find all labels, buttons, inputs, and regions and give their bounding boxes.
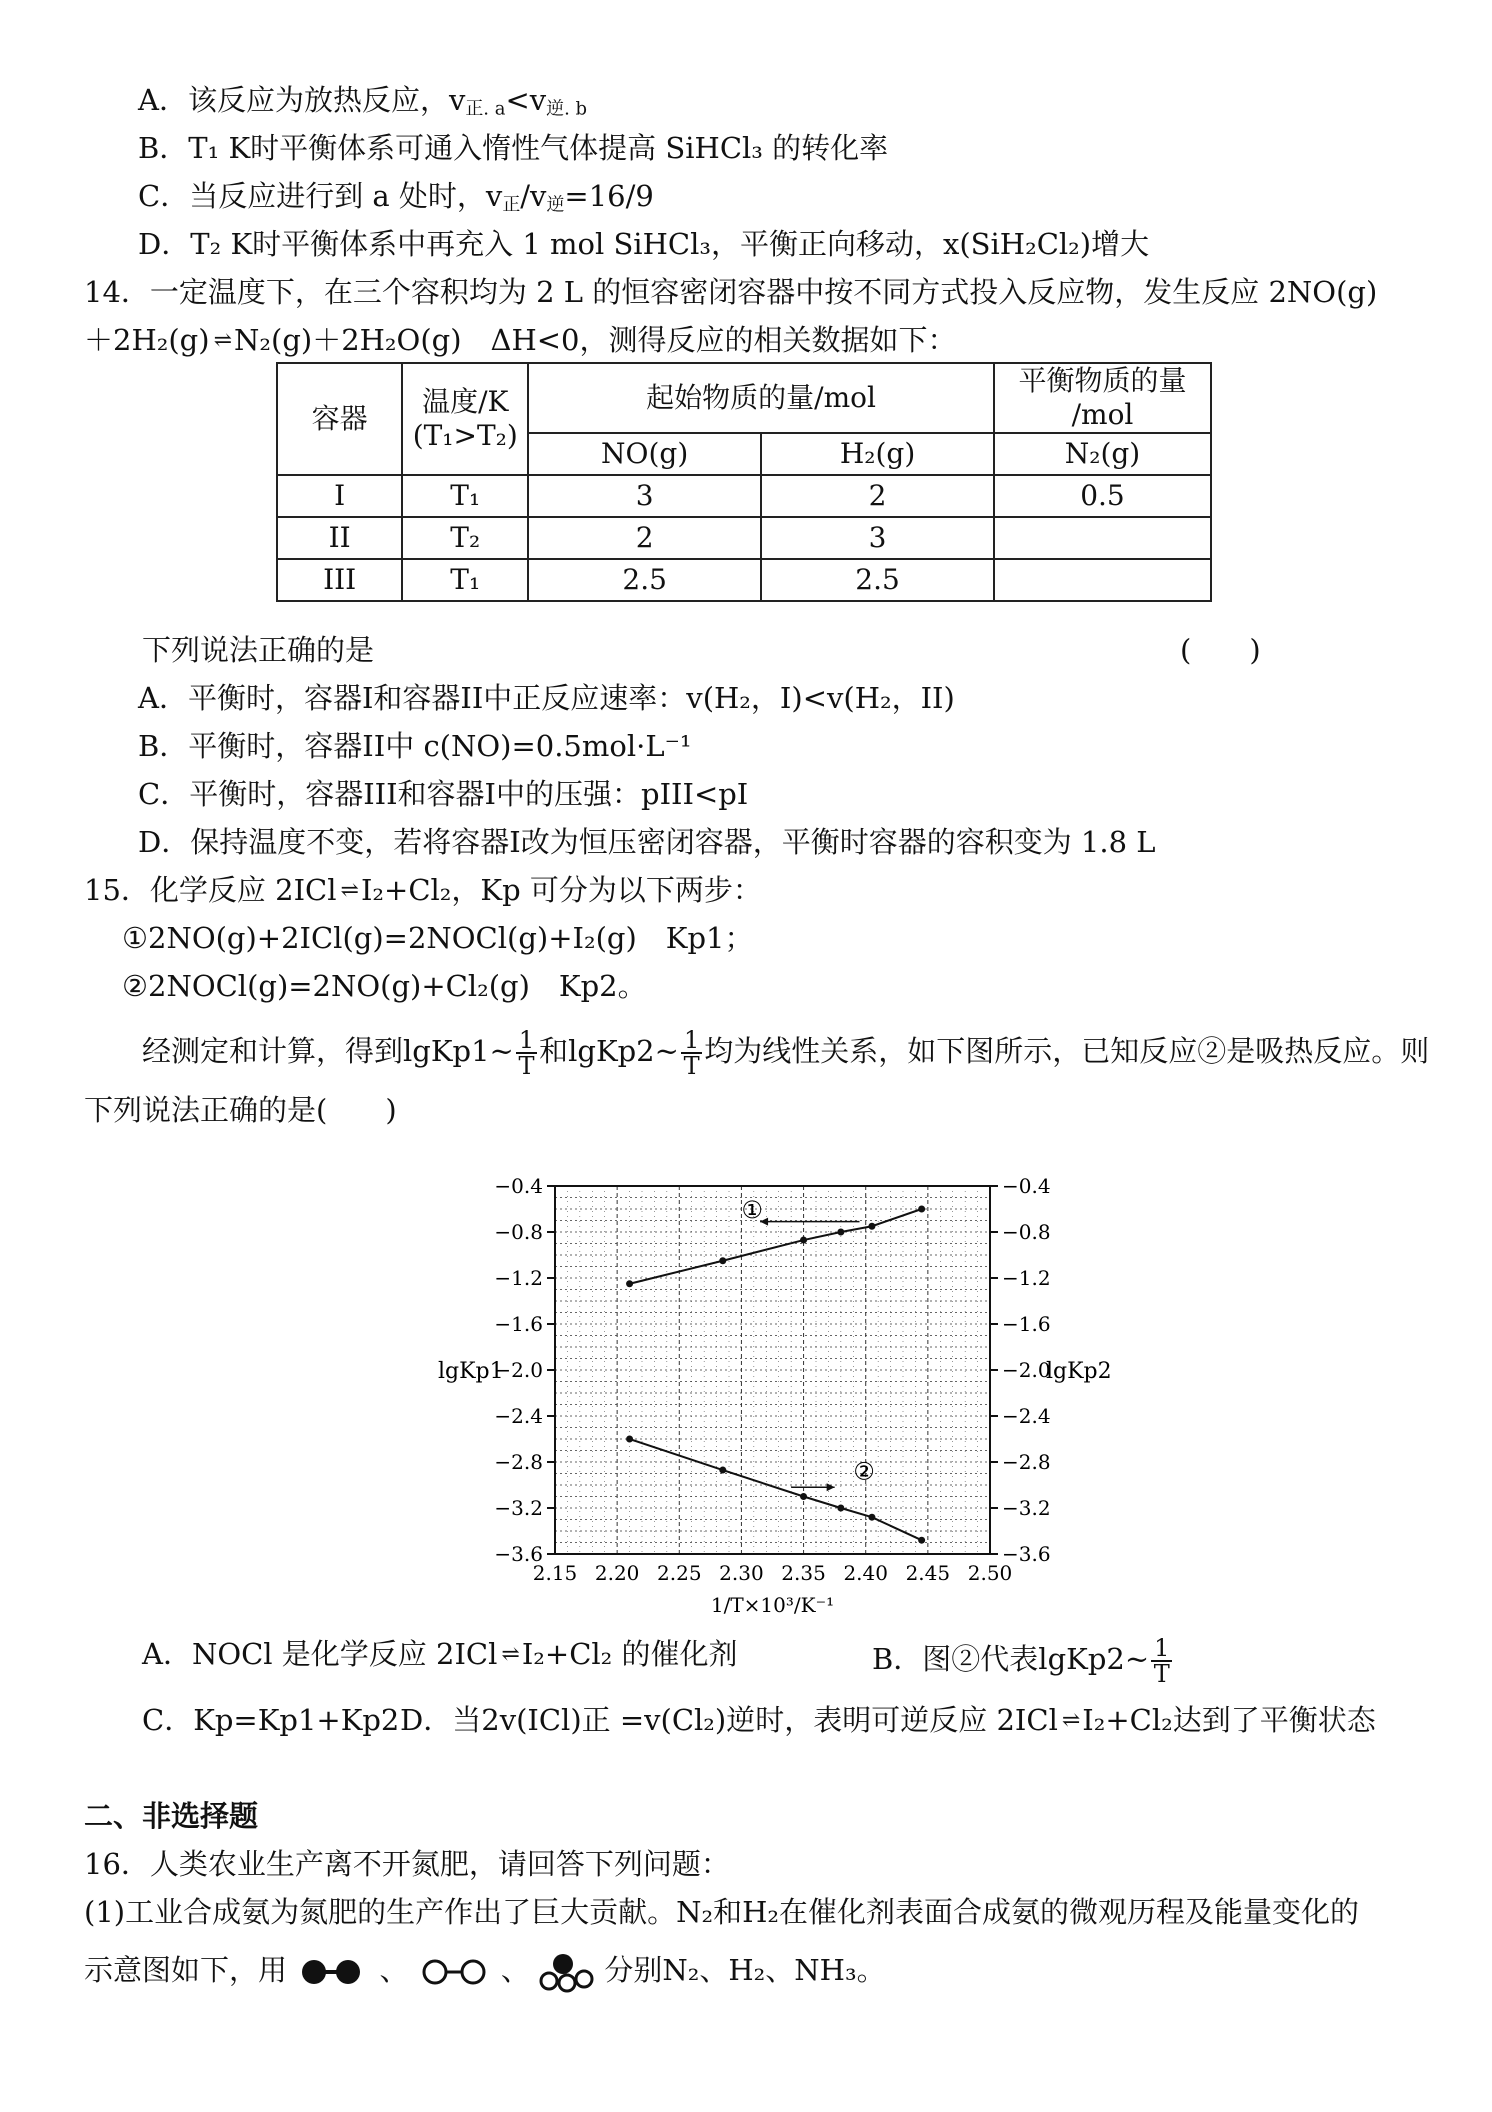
y-tick-label-left: −3.6 [494,1542,543,1566]
data-point [868,1223,875,1230]
q14-question: 下列说法正确的是 [142,633,375,667]
y-tick-label-left: −3.2 [494,1496,543,1520]
q14-stem-line2: ＋2H₂(g) ⇌ N₂(g)＋2H₂O(g) ΔH<0，测得反应的相关数据如下： [84,323,957,357]
data-point [837,1505,844,1512]
y-tick-label-right: −2.8 [1002,1450,1051,1474]
cell-no: 2.5 [528,559,761,601]
section-title: 二、非选择题 [84,1799,259,1833]
x-tick-label: 2.30 [719,1561,764,1585]
table-row [277,559,1211,601]
cell-h2: 2 [761,475,994,517]
data-point [719,1257,726,1264]
y-tick-label-left: −1.6 [494,1312,543,1336]
series-label: ① [741,1196,763,1225]
q15-option-b: B．图②代表lgKp2~ $\frac{1}{T}$ [872,1636,1174,1686]
n2-molecule-icon [296,1957,370,1987]
q15-option-d: D．当2v(ICl)正 =v(Cl₂)逆时，表明可逆反应 2ICl ⇌ I₂+Cl₂达到了平衡状态 [400,1703,1376,1737]
cell-n2: 0.5 [994,475,1211,517]
fraction-1-over-t: $\frac{1}{T}$ [1151,1636,1172,1686]
q16-part1-line2: 示意图如下，用 、 、 分别N₂、H₂、NH₃。 [84,1952,886,1992]
y-tick-label-right: −1.2 [1002,1266,1051,1290]
data-point [837,1229,844,1236]
table-header-temperature: 温度/K (T₁>T₂) [402,363,528,475]
q15-stem-line2: 经测定和计算，得到lgKp1~ $\frac{1}{T}$ 和lgKp2~ $\frac{1}{T}$ 均为线性关系，如下图所示，已知反应②是吸热反应。则 [142,1026,1430,1080]
data-point [918,1537,925,1544]
cell-container: I [277,475,402,517]
cell-temp: T₂ [402,517,528,559]
x-tick-label: 2.20 [594,1561,640,1585]
y-tick-label-right: −2.0 [1002,1358,1051,1382]
q15-step2: ②2NOCl(g)=2NO(g)+Cl₂(g) Kp2。 [122,969,647,1003]
q14-option-a: A．平衡时，容器I和容器II中正反应速率：v(H₂，I)<v(H₂，II) [138,681,955,715]
y-axis-label-left: lgKp1 [438,1359,504,1384]
y-tick-label-right: −2.4 [1002,1404,1051,1428]
table-header-h2: H₂(g) [761,433,994,475]
equilibrium-arrow-icon: ⇌ [501,1642,518,1667]
y-tick-label-right: −0.4 [1002,1174,1051,1198]
data-point [626,1436,633,1443]
fraction-1-over-t: $\frac{1}{T}$ [516,1028,537,1078]
data-point [719,1467,726,1474]
x-tick-label: 2.25 [657,1561,702,1585]
q13-option-d: D．T₂ K时平衡体系中再充入 1 mol SiHCl₃，平衡正向移动，x(SiH₂Cl₂)增大 [138,227,1150,261]
q14-option-c: C．平衡时，容器III和容器I中的压强：pIII<pI [138,777,749,811]
fraction-1-over-t: $\frac{1}{T}$ [681,1028,702,1078]
cell-container: III [277,559,402,601]
q15-stem-line1: 15．化学反应 2ICl ⇌ I₂+Cl₂，Kp 可分为以下两步： [84,873,762,907]
x-tick-label: 2.15 [532,1561,578,1585]
q13-option-a: A．该反应为放热反应，$v_{正. a}<v_{逆. b}$ [138,83,588,120]
q15-stem-line3: 下列说法正确的是( ) [84,1093,397,1127]
table-header-equilibrium-amount: 平衡物质的量 /mol [994,363,1211,433]
q13-option-c: C．当反应进行到 a 处时，$v_正/v_逆=16/9$ [138,179,654,216]
q14-answer-paren: ( ) [1180,633,1261,667]
cell-n2 [994,559,1211,601]
cell-h2: 3 [761,517,994,559]
data-point [626,1280,633,1287]
q15-option-c: C．Kp=Kp1+Kp2 [142,1703,400,1737]
chart-series [626,1206,925,1544]
x-tick-label: 2.50 [967,1561,1013,1585]
series-label: ② [853,1457,875,1486]
data-point [800,1237,807,1244]
table-row [277,517,1211,559]
h2-molecule-icon [418,1957,492,1987]
q14-option-b: B．平衡时，容器II中 c(NO)=0.5mol·L⁻¹ [138,729,692,763]
q13-option-b: B．T₁ K时平衡体系可通入惰性气体提高 SiHCl₃ 的转化率 [138,131,889,165]
y-tick-label-left: −0.8 [494,1220,543,1244]
x-axis-label: 1/T×10³/K⁻¹ [710,1593,835,1617]
cell-no: 3 [528,475,761,517]
lgkp-chart [430,1150,1112,1617]
equilibrium-arrow-icon: ⇌ [1061,1708,1079,1733]
y-tick-label-left: −2.4 [494,1404,543,1428]
y-tick-label-right: −3.6 [1002,1542,1051,1566]
x-tick-label: 2.40 [843,1561,888,1585]
q16-stem: 16．人类农业生产离不开氮肥，请回答下列问题： [84,1847,730,1881]
cell-temp: T₁ [402,475,528,517]
table-header-n2: N₂(g) [994,433,1211,475]
table-header-no: NO(g) [528,433,761,475]
cell-h2: 2.5 [761,559,994,601]
chart-labels [438,1174,1112,1617]
q16-part1-line1: (1)工业合成氨为氮肥的生产作出了巨大贡献。N₂和H₂在催化剂表面合成氨的微观历程及能量变化的 [84,1895,1359,1929]
y-tick-label-left: −2.8 [494,1450,543,1474]
y-tick-label-right: −3.2 [1002,1496,1051,1520]
x-tick-label: 2.35 [781,1561,826,1585]
cell-no: 2 [528,517,761,559]
cell-temp: T₁ [402,559,528,601]
series-line [630,1439,922,1540]
cell-n2 [994,517,1211,559]
data-point [868,1514,875,1521]
q14-stem-line1: 14．一定温度下，在三个容积均为 2 L 的恒容密闭容器中按不同方式投入反应物，发生反应 2NO(g) [84,275,1378,309]
table-header-container: 容器 [277,363,402,475]
q14-option-d: D．保持温度不变，若将容器I改为恒压密闭容器，平衡时容器的容积变为 1.8 L [138,825,1156,859]
q14-data-table [276,362,1212,602]
series-label-arrowhead [827,1483,835,1491]
y-tick-label-right: −0.8 [1002,1220,1051,1244]
y-tick-label-right: −1.6 [1002,1312,1051,1336]
equilibrium-arrow-icon: ⇌ [213,328,230,353]
data-point [800,1493,807,1500]
data-point [918,1206,925,1213]
table-row [277,475,1211,517]
x-tick-label: 2.45 [905,1561,951,1585]
cell-container: II [277,517,402,559]
equilibrium-arrow-icon: ⇌ [340,878,357,903]
nh3-molecule-icon [539,1952,595,1992]
y-tick-label-left: −0.4 [494,1174,543,1198]
y-tick-label-left: −2.0 [494,1358,543,1382]
y-tick-label-left: −1.2 [494,1266,543,1290]
y-axis-label-right: lgKp2 [1046,1359,1112,1384]
q15-option-a: A．NOCl 是化学反应 2ICl ⇌ I₂+Cl₂ 的催化剂 [142,1637,738,1671]
table-header-start-amount: 起始物质的量/mol [528,363,994,433]
chart-grid [555,1186,990,1554]
q15-step1: ①2NO(g)+2ICl(g)=2NOCl(g)+I₂(g) Kp1； [122,921,754,955]
